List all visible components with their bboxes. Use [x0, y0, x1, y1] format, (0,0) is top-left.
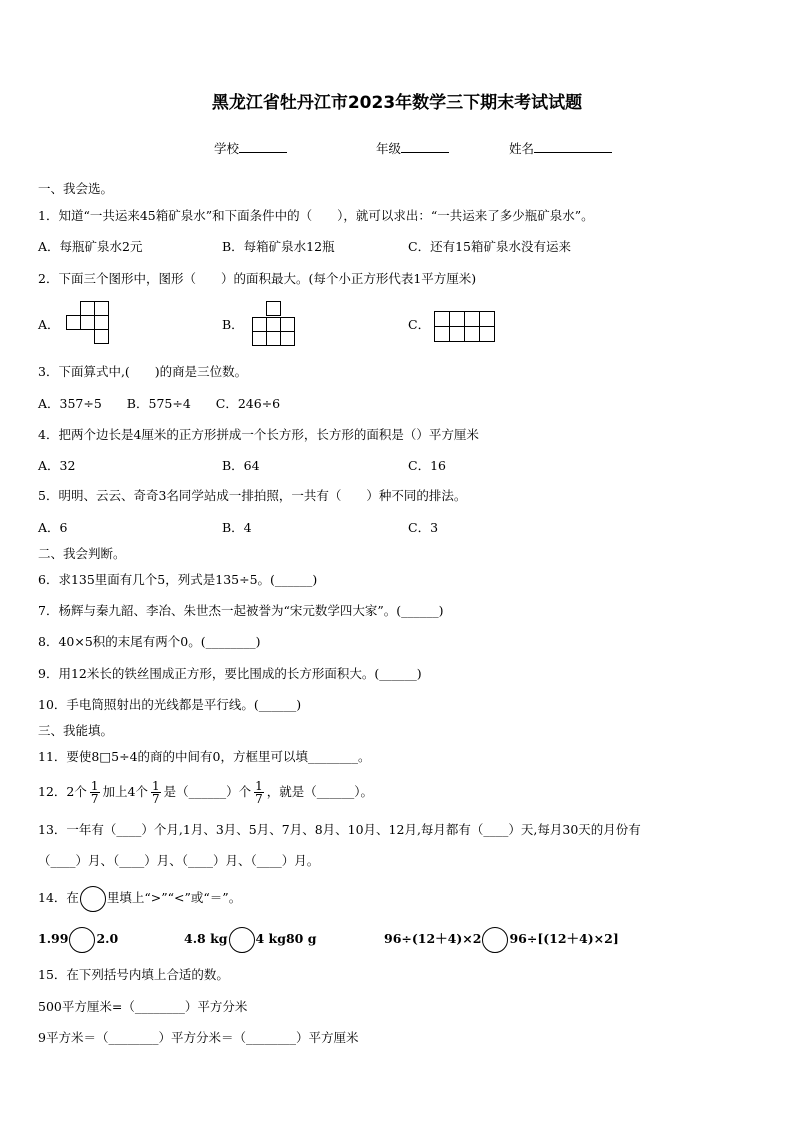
q2-figure-b — [252, 301, 298, 349]
grade-blank[interactable] — [401, 139, 449, 153]
question-6: 6．求135里面有几个5，列式是135÷5。(______) — [38, 572, 318, 587]
question-13-line-2: （____）月、（____）月、（____）月、（____）月。 — [38, 853, 320, 868]
q4-option-b[interactable]: B．64 — [222, 458, 260, 473]
name-field[interactable] — [509, 139, 612, 157]
fraction-one-seventh: $\frac{1}{7}$ — [151, 779, 160, 806]
q2-option-c[interactable]: C． — [408, 317, 431, 332]
q15-line-2: 9平方米＝（________）平方分米＝（________）平方厘米 — [38, 1030, 359, 1045]
q14-compare-2: 4.8 kg 4 kg80 g — [184, 925, 316, 953]
q5-option-a[interactable]: A．6 — [38, 520, 68, 535]
q1-option-c[interactable]: C．还有15箱矿泉水没有运来 — [408, 239, 571, 254]
q14-compare-1: 1.99 2.0 — [38, 925, 118, 953]
compare-circle-2[interactable] — [229, 927, 255, 953]
section-2-heading: 二、我会判断。 — [38, 546, 126, 561]
q5-option-b[interactable]: B．4 — [222, 520, 252, 535]
q2-figure-c — [434, 311, 496, 343]
q1-option-a[interactable]: A．每瓶矿泉水2元 — [38, 239, 143, 254]
q4-option-a[interactable]: A．32 — [38, 458, 76, 473]
question-8: 8．40×5积的末尾有两个0。(________) — [38, 634, 261, 649]
compare-circle-3[interactable] — [482, 927, 508, 953]
q14-compare-3: 96÷(12＋4)×2 96÷[(12＋4)×2] — [384, 925, 619, 953]
q2-option-b[interactable]: B． — [222, 317, 244, 332]
compare-circle-1[interactable] — [69, 927, 95, 953]
question-12 — [38, 775, 373, 809]
compare-circle-icon — [80, 886, 106, 912]
question-2: 2．下面三个图形中，图形（ ）的面积最大。(每个小正方形代表1平方厘米) — [38, 271, 477, 286]
grade-label: 年级 — [376, 141, 402, 156]
q2-option-a[interactable]: A． — [38, 317, 60, 332]
question-7: 7．杨辉与秦九韶、李冶、朱世杰一起被誉为“宋元数学四大家”。(______) — [38, 603, 444, 618]
q12-part-2: 加上4个 — [102, 784, 148, 799]
q2-figure-a — [66, 301, 112, 347]
q12-part-4: ，就是（______）。 — [266, 784, 374, 799]
question-15: 15．在下列括号内填上合适的数。 — [38, 967, 229, 982]
question-11: 11．要使8□5÷4的商的中间有0，方框里可以填________。 — [38, 749, 371, 764]
q5-option-c[interactable]: C．3 — [408, 520, 439, 535]
school-field[interactable] — [214, 139, 287, 157]
question-5: 5．明明、云云、奇奇3名同学站成一排拍照，一共有（ ）种不同的排法。 — [38, 488, 467, 503]
q12-part-3: 是（______）个 — [163, 784, 252, 799]
question-10: 10．手电筒照射出的光线都是平行线。(______) — [38, 697, 302, 712]
name-label: 姓名 — [509, 141, 535, 156]
question-4: 4．把两个边长是4厘米的正方形拼成一个长方形，长方形的面积是（）平方厘米 — [38, 427, 479, 442]
q4-option-c[interactable]: C．16 — [408, 458, 446, 473]
q3-options[interactable]: A．357÷5 B．575÷4 C．246÷6 — [38, 396, 281, 411]
q15-line-1: 500平方厘米=（________）平方分米 — [38, 999, 248, 1014]
question-14 — [38, 884, 241, 912]
question-1: 1．知道“一共运来45箱矿泉水”和下面条件中的（ ），就可以求出：“一共运来了多少瓶矿泉水”。 — [38, 208, 594, 223]
school-blank[interactable] — [239, 139, 287, 153]
q1-option-b[interactable]: B．每箱矿泉水12瓶 — [222, 239, 335, 254]
grade-field[interactable] — [376, 139, 449, 157]
q14-part-2: 里填上“>”“<”或“＝”。 — [106, 890, 242, 905]
school-label: 学校 — [214, 141, 240, 156]
question-13-line-1: 13．一年有（____）个月,1月、3月、5月、7月、8月、10月、12月,每月都有（____）天,每月30天的月份有 — [38, 822, 641, 837]
q14-part-1: 14．在 — [38, 890, 79, 905]
question-9: 9．用12米长的铁丝围成正方形，要比围成的长方形面积大。(______) — [38, 666, 422, 681]
fraction-one-seventh: $\frac{1}{7}$ — [90, 779, 99, 806]
section-1-heading: 一、我会选。 — [38, 181, 114, 196]
fraction-one-seventh: $\frac{1}{7}$ — [255, 779, 263, 806]
q12-part-1: 12．2个 — [38, 784, 87, 799]
question-3: 3．下面算式中,( )的商是三位数。 — [38, 364, 248, 379]
name-blank[interactable] — [534, 139, 612, 153]
section-3-heading: 三、我能填。 — [38, 723, 114, 738]
page-title: 黑龙江省牡丹江市2023年数学三下期末考试试题 — [211, 93, 583, 113]
